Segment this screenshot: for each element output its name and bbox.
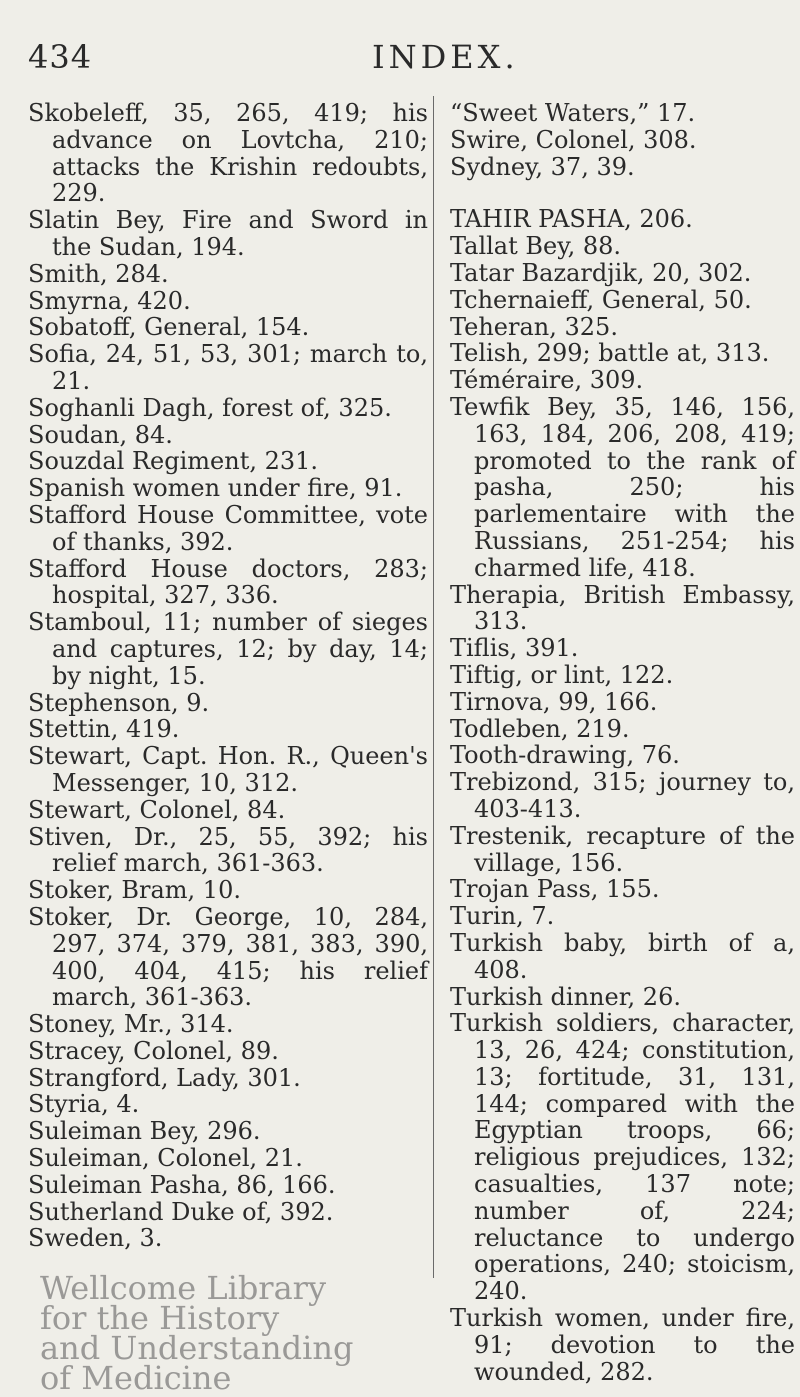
index-entry: Stracey, Colonel, 89.	[28, 1036, 279, 1065]
index-entry: Trebizond, 315; journey to, 403-413.	[450, 768, 795, 823]
index-entry: Stoker, Dr. George, 10, 284, 297, 374, 379, 381, 383, 390, 400, 404, 415; his relief march, 361-363.	[28, 902, 428, 1012]
page-title: INDEX.	[372, 38, 519, 76]
index-entry: Tiflis, 391.	[450, 634, 579, 663]
index-entry: Tiftig, or lint, 122.	[450, 660, 674, 689]
index-entry: Smith, 284.	[28, 259, 169, 288]
index-entry: Tallat Bey, 88.	[450, 232, 622, 261]
index-entry: Spanish women under fire, 91.	[28, 474, 403, 503]
index-entry: Swire, Colonel, 308.	[450, 125, 697, 154]
right-column	[450, 100, 795, 1385]
page-number: 434	[28, 38, 93, 76]
index-entry: Todleben, 219.	[450, 714, 630, 743]
stamp-line: Wellcome Library	[40, 1269, 327, 1307]
index-entry: Stewart, Colonel, 84.	[28, 795, 286, 824]
index-entry: Skobeleff, 35, 265, 419; his advance on Lovtcha, 210; attacks the Krishin redoubts, 229.	[28, 99, 428, 208]
index-entry: “Sweet Waters,” 17.	[450, 99, 696, 127]
index-entry: Trojan Pass, 155.	[450, 875, 660, 904]
index-entry: Turkish baby, birth of a, 408.	[450, 928, 795, 984]
index-entry: Tooth-drawing, 76.	[450, 741, 680, 770]
index-entry: Stoker, Bram, 10.	[28, 876, 241, 905]
index-entry: Sweden, 3.	[28, 1224, 163, 1253]
index-entry: Stamboul, 11; number of sieges and captures, 12; by day, 14; by night, 15.	[28, 608, 428, 690]
index-entry: Suleiman, Colonel, 21.	[28, 1144, 303, 1173]
index-entry: Sobatoff, General, 154.	[28, 313, 310, 342]
index-entry: Turin, 7.	[450, 902, 555, 931]
index-entry: Tirnova, 99, 166.	[450, 687, 658, 716]
index-entry: Tchernaieff, General, 50.	[450, 285, 752, 314]
index-entry: Stiven, Dr., 25, 55, 392; his relief march, 361-363.	[28, 822, 428, 878]
index-entry: Stoney, Mr., 314.	[28, 1010, 234, 1039]
index-entry: Téméraire, 309.	[450, 366, 644, 395]
index-entry: Stafford House doctors, 283; hospital, 327, 336.	[28, 554, 428, 610]
index-entry: Slatin Bey, Fire and Sword in the Sudan, 194.	[28, 206, 428, 261]
index-entry: Sydney, 37, 39.	[450, 152, 635, 181]
index-entry: Telish, 299; battle at, 313.	[450, 339, 770, 368]
stamp-line: and Understanding	[40, 1329, 354, 1367]
index-entry: Smyrna, 420.	[28, 286, 191, 315]
column-divider	[433, 96, 434, 1278]
index-entry: Sutherland Duke of, 392.	[28, 1197, 334, 1226]
index-entry: Stewart, Capt. Hon. R., Queen's Messenger, 10, 312.	[28, 742, 428, 797]
index-entry: Turkish women, under fire, 91; devotion to the wounded, 282.	[450, 1304, 795, 1386]
section-gap	[450, 180, 795, 206]
index-entry: Soudan, 84.	[28, 420, 173, 449]
left-column	[28, 100, 428, 1252]
index-entry: Stettin, 419.	[28, 715, 180, 744]
library-stamp	[40, 1269, 420, 1397]
index-entry: Tatar Bazardjik, 20, 302.	[450, 258, 752, 287]
index-entry: Turkish soldiers, character, 13, 26, 424; constitution, 13; fortitude, 31, 131, 144; compared with the Egyptian troops, 66; religious prejudices, 132; casualties, 137 note; number of, 224; reluctance to undergo operations, 240; stoicism, 240.	[450, 1009, 795, 1306]
index-entry: Therapia, British Embassy, 313.	[450, 580, 795, 636]
index-entry: Suleiman Bey, 296.	[28, 1117, 261, 1146]
page-header	[0, 14, 800, 74]
index-entry: Souzdal Regiment, 231.	[28, 447, 319, 476]
index-entry: Tewfik Bey, 35, 146, 156, 163, 184, 206, 208, 419; promoted to the rank of pasha, 250; his parlementaire with the Russians, 251-254; his charmed life, 418.	[450, 392, 795, 582]
index-entry: Styria, 4.	[28, 1090, 140, 1119]
index-entry: Turkish dinner, 26.	[450, 982, 681, 1011]
index-entry: TAHIR PASHA, 206.	[450, 205, 693, 234]
index-entry: Stafford House Committee, vote of thanks, 392.	[28, 500, 428, 556]
index-entry: Soghanli Dagh, forest of, 325.	[28, 393, 392, 422]
stamp-line: of Medicine	[40, 1359, 232, 1397]
index-entry: Suleiman Pasha, 86, 166.	[28, 1170, 336, 1199]
index-entry: Teheran, 325.	[450, 312, 618, 341]
stamp-line: for the History	[40, 1299, 280, 1337]
index-entry: Stephenson, 9.	[28, 688, 210, 717]
index-entry: Strangford, Lady, 301.	[28, 1063, 301, 1092]
index-entry: Sofia, 24, 51, 53, 301; march to, 21.	[28, 340, 428, 395]
index-entry: Trestenik, recapture of the village, 156.	[450, 821, 795, 877]
